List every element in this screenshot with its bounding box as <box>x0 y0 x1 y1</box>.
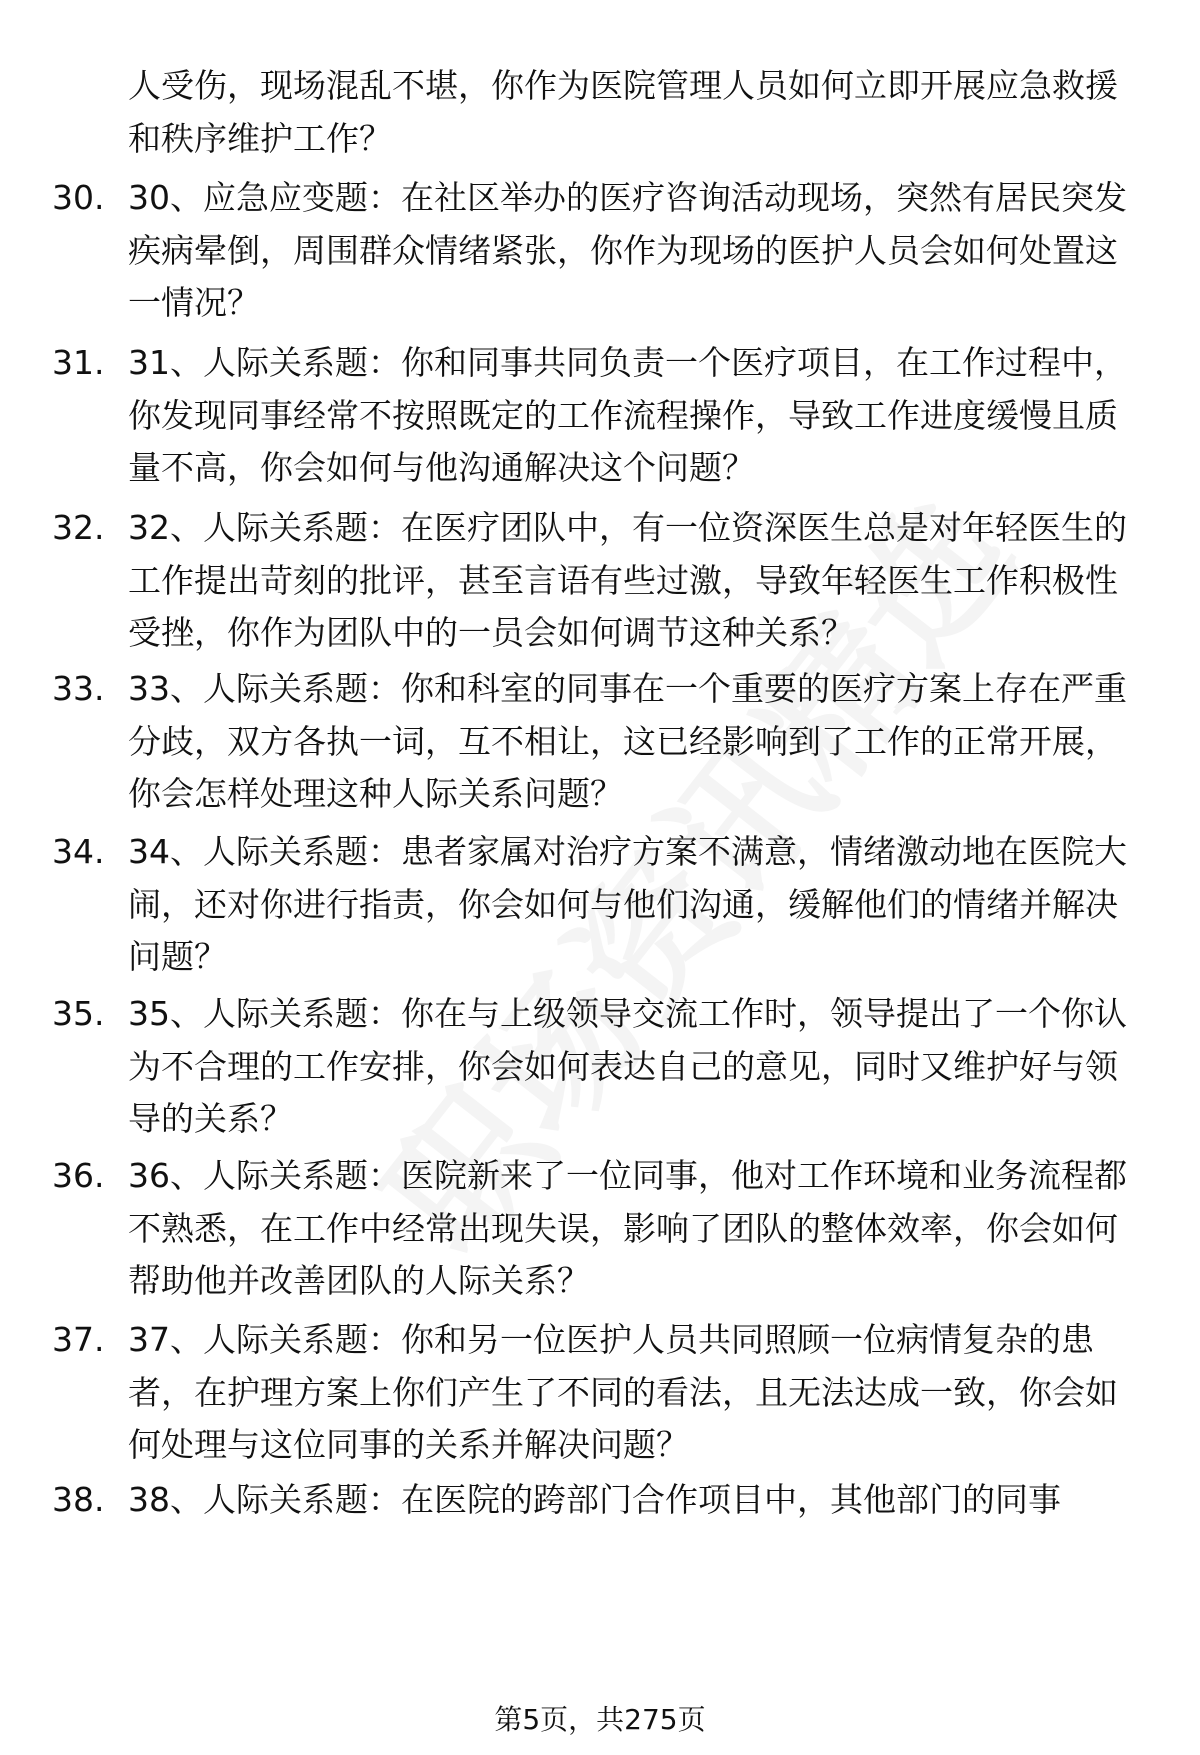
question-text: 30、应急应变题：在社区举办的医疗咨询活动现场，突然有居民突发疾病晕倒，周围群众情绪紧张，你作为现场的医护人员会如何处置这一情况？ <box>128 178 1127 322</box>
question-number: 35. <box>52 994 105 1033</box>
question-number: 38. <box>52 1480 105 1519</box>
question-text: 37、人际关系题：你和另一位医护人员共同照顾一位病情复杂的患者，在护理方案上你们产生了不同的看法，且无法达成一致，你会如何处理与这位同事的关系并解决问题？ <box>128 1320 1118 1464</box>
question-text: 38、人际关系题：在医院的跨部门合作项目中，其他部门的同事 <box>128 1480 1061 1519</box>
question-number: 33. <box>52 669 105 708</box>
page-footer: 第5页，共275页 <box>494 1703 706 1736</box>
question-text: 36、人际关系题：医院新来了一位同事，他对工作环境和业务流程都不熟悉，在工作中经常出现失误，影响了团队的整体效率，你会如何帮助他并改善团队的人际关系？ <box>128 1156 1127 1300</box>
question-number: 31. <box>52 343 105 382</box>
question-text: 31、人际关系题：你和同事共同负责一个医疗项目，在工作过程中，你发现同事经常不按照既定的工作流程操作，导致工作进度缓慢且质量不高，你会如何与他沟通解决这个问题？ <box>128 343 1127 487</box>
question-text: 人受伤，现场混乱不堪，你作为医院管理人员如何立即开展应急救援和秩序维护工作？ <box>128 66 1118 158</box>
question-text: 35、人际关系题：你在与上级领导交流工作时，领导提出了一个你认为不合理的工作安排，你会如何表达自己的意见，同时又维护好与领导的关系？ <box>128 994 1127 1138</box>
question-number: 37. <box>52 1320 105 1359</box>
question-text: 34、人际关系题：患者家属对治疗方案不满意，情绪激动地在医院大闹，还对你进行指责，你会如何与他们沟通，缓解他们的情绪并解决问题？ <box>128 832 1127 976</box>
question-number: 30. <box>52 178 105 217</box>
question-text: 32、人际关系题：在医疗团队中，有一位资深医生总是对年轻医生的工作提出苛刻的批评，甚至言语有些过激，导致年轻医生工作积极性受挫，你作为团队中的一员会如何调节这种关系？ <box>128 508 1127 652</box>
question-number: 36. <box>52 1156 105 1195</box>
question-number: 34. <box>52 832 105 871</box>
question-number: 32. <box>52 508 105 547</box>
question-text: 33、人际关系题：你和科室的同事在一个重要的医疗方案上存在严重分歧，双方各执一词，互不相让，这已经影响到了工作的正常开展，你会怎样处理这种人际关系问题？ <box>128 669 1127 813</box>
